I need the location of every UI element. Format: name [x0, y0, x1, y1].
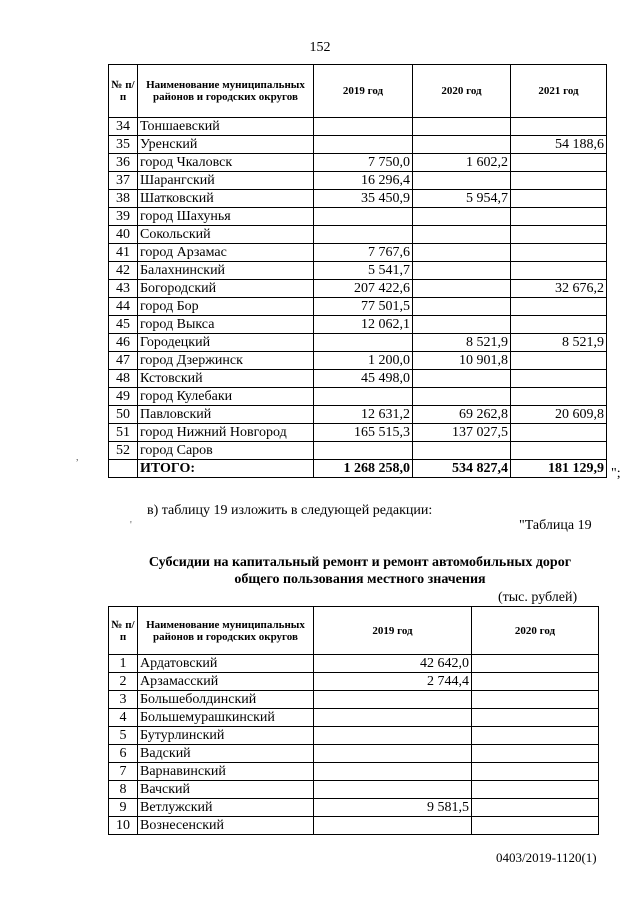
cell-2020 [472, 781, 599, 799]
table-header-row [109, 607, 599, 655]
col-header-2020: 2020 год [413, 65, 511, 118]
col-header-number: № п/п [109, 65, 138, 118]
table-row [109, 244, 607, 262]
table-row [109, 118, 607, 136]
cell-2019: 165 515,3 [314, 424, 413, 442]
cell-2019: 2 744,4 [314, 673, 472, 691]
cell-2020 [413, 262, 511, 280]
table-row [109, 388, 607, 406]
table-row [109, 673, 599, 691]
cell-2020 [472, 799, 599, 817]
cell-2021 [511, 388, 607, 406]
cell-number: 44 [109, 298, 138, 316]
total-label: ИТОГО: [138, 460, 314, 478]
cell-2019 [314, 226, 413, 244]
table-reference: "Таблица 19 [519, 518, 592, 533]
cell-number: 8 [109, 781, 138, 799]
table-row [109, 316, 607, 334]
cell-2019: 12 631,2 [314, 406, 413, 424]
cell-name: Шарангский [138, 172, 314, 190]
cell-2019 [314, 745, 472, 763]
cell-2020 [413, 388, 511, 406]
cell-number: 40 [109, 226, 138, 244]
table-row [109, 136, 607, 154]
cell-number: 46 [109, 334, 138, 352]
cell-2020 [413, 172, 511, 190]
cell-2019 [314, 709, 472, 727]
cell-2020: 10 901,8 [413, 352, 511, 370]
table-row [109, 208, 607, 226]
cell-2019: 7 750,0 [314, 154, 413, 172]
cell-2020 [472, 655, 599, 673]
table-row [109, 298, 607, 316]
cell-2020 [472, 709, 599, 727]
cell-name: Варнавинский [138, 763, 314, 781]
document-code: 0403/2019-1120(1) [496, 850, 597, 865]
cell-2019 [314, 763, 472, 781]
cell-name: Тоншаевский [138, 118, 314, 136]
cell-2021 [511, 118, 607, 136]
cell-2019: 1 268 258,0 [314, 460, 413, 478]
table-19 [108, 606, 599, 835]
cell-number: 3 [109, 691, 138, 709]
table-row [109, 709, 599, 727]
table-closing-quote: "; [611, 466, 621, 481]
instruction-text: в) таблицу 19 изложить в следующей редакции: [147, 503, 433, 518]
cell-2021 [511, 442, 607, 460]
cell-name: город Бор [138, 298, 314, 316]
cell-name: Балахнинский [138, 262, 314, 280]
cell-number: 7 [109, 763, 138, 781]
col-header-2019: 2019 год [314, 607, 472, 655]
cell-2021: 32 676,2 [511, 280, 607, 298]
cell-name: Богородский [138, 280, 314, 298]
cell-2019: 7 767,6 [314, 244, 413, 262]
cell-name: город Дзержинск [138, 352, 314, 370]
cell-name: Сокольский [138, 226, 314, 244]
col-header-name: Наименование муниципальных районов и городских округов [138, 65, 314, 118]
cell-name: Вадский [138, 745, 314, 763]
cell-2021: 8 521,9 [511, 334, 607, 352]
cell-number: 5 [109, 727, 138, 745]
table-row [109, 763, 599, 781]
cell-2020 [413, 442, 511, 460]
cell-2019 [314, 136, 413, 154]
cell-2020: 137 027,5 [413, 424, 511, 442]
cell-number: 6 [109, 745, 138, 763]
cell-name: город Выкса [138, 316, 314, 334]
cell-2020 [413, 316, 511, 334]
cell-number: 38 [109, 190, 138, 208]
cell-2020 [472, 673, 599, 691]
table-row [109, 370, 607, 388]
table-row [109, 352, 607, 370]
table-header-row [109, 65, 607, 118]
cell-name: Кстовский [138, 370, 314, 388]
table-row [109, 799, 599, 817]
cell-2019: 12 062,1 [314, 316, 413, 334]
cell-2019 [314, 442, 413, 460]
cell-2020 [413, 208, 511, 226]
cell-2020 [472, 763, 599, 781]
col-header-2021: 2021 год [511, 65, 607, 118]
table-row [109, 280, 607, 298]
cell-2019: 207 422,6 [314, 280, 413, 298]
cell-name: город Саров [138, 442, 314, 460]
cell-number: 34 [109, 118, 138, 136]
cell-2021 [511, 298, 607, 316]
table-row [109, 745, 599, 763]
cell-2021 [511, 208, 607, 226]
cell-2021 [511, 370, 607, 388]
cell-2020 [472, 691, 599, 709]
cell-2021 [511, 244, 607, 262]
cell-number: 41 [109, 244, 138, 262]
cell-2021 [511, 190, 607, 208]
cell-2020 [472, 727, 599, 745]
cell-2020: 5 954,7 [413, 190, 511, 208]
col-header-number: № п/п [109, 607, 138, 655]
cell-number: 45 [109, 316, 138, 334]
cell-2020 [413, 280, 511, 298]
table-total-row [109, 460, 607, 478]
cell-2021 [511, 172, 607, 190]
cell-2021 [511, 262, 607, 280]
cell-2020 [413, 244, 511, 262]
cell-name: Вознесенский [138, 817, 314, 835]
table-row [109, 655, 599, 673]
cell-2019 [314, 817, 472, 835]
cell-2020: 534 827,4 [413, 460, 511, 478]
cell-2019 [314, 727, 472, 745]
cell-number: 47 [109, 352, 138, 370]
cell-2020 [413, 118, 511, 136]
table-row [109, 226, 607, 244]
cell-number: 37 [109, 172, 138, 190]
cell-number: 9 [109, 799, 138, 817]
cell-2021 [511, 352, 607, 370]
scan-mark: ' [130, 520, 132, 531]
cell-2020 [413, 136, 511, 154]
table-previous-section [108, 64, 607, 478]
cell-2019: 9 581,5 [314, 799, 472, 817]
cell-number: 50 [109, 406, 138, 424]
cell-number: 39 [109, 208, 138, 226]
cell-number: 2 [109, 673, 138, 691]
cell-2020: 69 262,8 [413, 406, 511, 424]
cell-2019: 5 541,7 [314, 262, 413, 280]
cell-2019 [314, 388, 413, 406]
cell-2019 [314, 334, 413, 352]
cell-2019: 42 642,0 [314, 655, 472, 673]
table-row [109, 334, 607, 352]
table-row [109, 154, 607, 172]
cell-name: город Арзамас [138, 244, 314, 262]
table-row [109, 190, 607, 208]
cell-2021 [511, 424, 607, 442]
table-row [109, 172, 607, 190]
cell-2020 [413, 226, 511, 244]
cell-number: 35 [109, 136, 138, 154]
cell-name: Большеболдинский [138, 691, 314, 709]
col-header-2020: 2020 год [472, 607, 599, 655]
cell-2021: 54 188,6 [511, 136, 607, 154]
table-row [109, 691, 599, 709]
cell-2020 [472, 817, 599, 835]
cell-number: 36 [109, 154, 138, 172]
cell-2019: 1 200,0 [314, 352, 413, 370]
col-header-2019: 2019 год [314, 65, 413, 118]
page-number: 152 [309, 40, 331, 55]
table-row [109, 727, 599, 745]
cell-2019 [314, 691, 472, 709]
cell-name: Уренский [138, 136, 314, 154]
cell-2021: 20 609,8 [511, 406, 607, 424]
cell-2019: 35 450,9 [314, 190, 413, 208]
cell-2019 [314, 208, 413, 226]
cell-name: Шатковский [138, 190, 314, 208]
cell-number [109, 460, 138, 478]
cell-2021 [511, 154, 607, 172]
cell-name: город Шахунья [138, 208, 314, 226]
cell-name: Павловский [138, 406, 314, 424]
cell-name: Ардатовский [138, 655, 314, 673]
cell-2019: 16 296,4 [314, 172, 413, 190]
cell-number: 48 [109, 370, 138, 388]
cell-2020 [472, 745, 599, 763]
cell-2019: 45 498,0 [314, 370, 413, 388]
cell-number: 51 [109, 424, 138, 442]
cell-name: город Кулебаки [138, 388, 314, 406]
heading-line-1: Субсидии на капитальный ремонт и ремонт автомобильных дорог [148, 555, 572, 570]
cell-name: Бутурлинский [138, 727, 314, 745]
cell-2021 [511, 226, 607, 244]
table-row [109, 781, 599, 799]
cell-2019: 77 501,5 [314, 298, 413, 316]
cell-name: Ветлужский [138, 799, 314, 817]
cell-2019 [314, 781, 472, 799]
scan-mark: , [76, 452, 79, 463]
cell-2020 [413, 298, 511, 316]
cell-number: 4 [109, 709, 138, 727]
table-row [109, 406, 607, 424]
units-label: (тыс. рублей) [498, 590, 578, 605]
cell-number: 1 [109, 655, 138, 673]
table-row [109, 442, 607, 460]
cell-number: 10 [109, 817, 138, 835]
cell-name: Городецкий [138, 334, 314, 352]
cell-name: город Чкаловск [138, 154, 314, 172]
heading-line-2: общего пользования местного значения [234, 572, 486, 587]
table-row [109, 262, 607, 280]
cell-number: 42 [109, 262, 138, 280]
table-heading [80, 554, 640, 588]
cell-name: Большемурашкинский [138, 709, 314, 727]
cell-name: Вачский [138, 781, 314, 799]
cell-2020 [413, 370, 511, 388]
table-row [109, 424, 607, 442]
table-row [109, 817, 599, 835]
cell-2021: 181 129,9 [511, 460, 607, 478]
cell-name: город Нижний Новгород [138, 424, 314, 442]
cell-2019 [314, 118, 413, 136]
cell-number: 43 [109, 280, 138, 298]
cell-name: Арзамасский [138, 673, 314, 691]
cell-number: 49 [109, 388, 138, 406]
col-header-name: Наименование муниципальных районов и городских округов [138, 607, 314, 655]
cell-2020: 1 602,2 [413, 154, 511, 172]
cell-number: 52 [109, 442, 138, 460]
cell-2021 [511, 316, 607, 334]
cell-2020: 8 521,9 [413, 334, 511, 352]
